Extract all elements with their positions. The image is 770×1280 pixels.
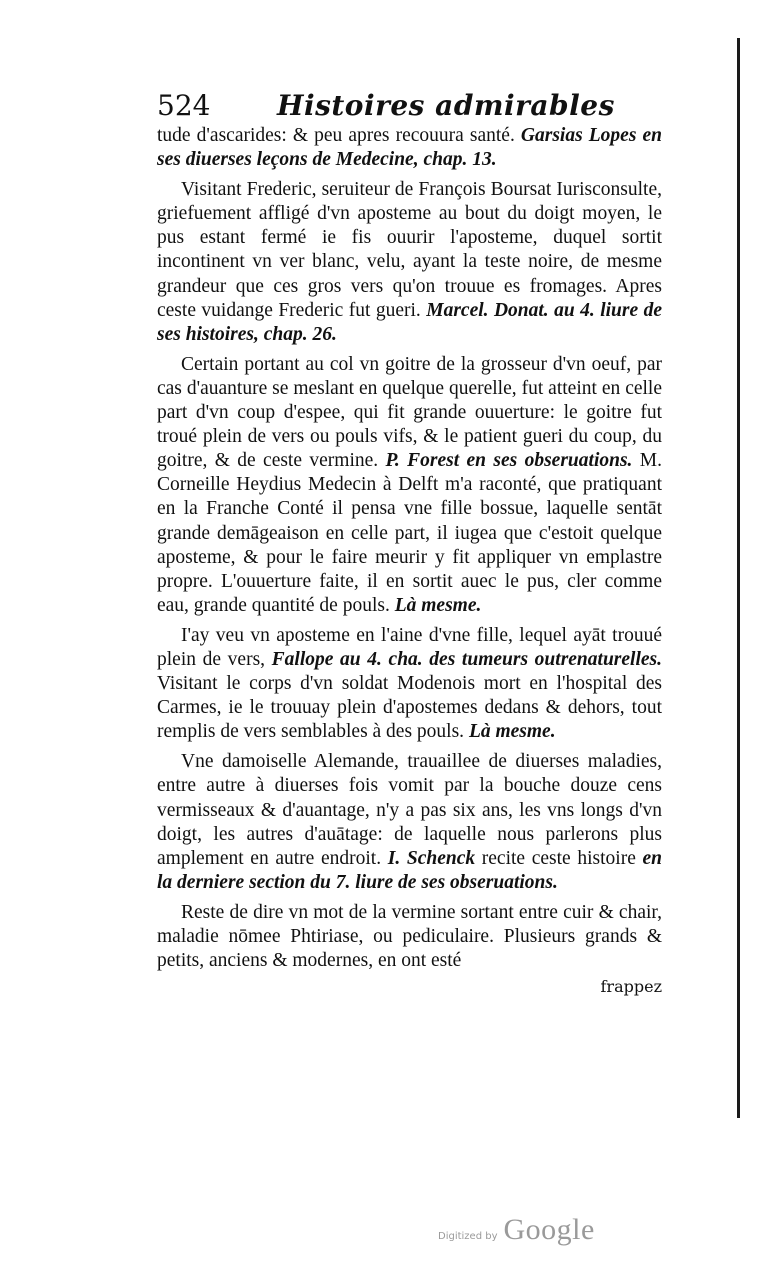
page-spine-edge [737, 38, 740, 1118]
digitized-watermark [438, 1213, 595, 1247]
citation: Garsias Lopes en ses diuerses leçons de Medecine, chap. 13. [157, 125, 662, 171]
citation: Fallope au 4. cha. des tumeurs outrenaturelles. [271, 648, 662, 670]
paragraph [157, 901, 662, 973]
citation: Là mesme. [394, 594, 482, 616]
paragraph [157, 624, 662, 744]
paragraph-text: Vne damoiselle Alemande, trauaillee de diuerses maladies, entre autre à diuerses fois vomit par la bouche douze cens vermisseaux & d'auantage, n'y a pas six ans, les vns longs d'vn doigt, les autres d'auātage: de laquelle nous parlerons plus amplement en autre endroit. [157, 751, 662, 869]
google-logo: Google [503, 1213, 595, 1246]
catchword: frappez [600, 977, 662, 997]
paragraph [157, 750, 662, 895]
paragraph [157, 178, 662, 347]
paragraph-text: Reste de dire vn mot de la vermine sortant entre cuir & chair, maladie nōmee Phtiriase, ou pediculaire. Plusieurs grands & petits, anciens & modernes, en ont esté [157, 901, 662, 972]
citation: I. Schenck [387, 847, 476, 869]
paragraph-text: tude d'ascarides: & peu apres recouura santé. [157, 125, 521, 146]
citation: Là mesme. [468, 721, 556, 743]
page-number: 524 [157, 89, 211, 122]
page-header [157, 88, 662, 124]
citation: Marcel. Donat. au 4. liure de ses histoires, chap. 26. [157, 299, 662, 345]
watermark-prefix: Digitized by [438, 1231, 498, 1242]
paragraph [157, 124, 662, 172]
paragraph-text: Visitant Frederic, seruiteur de François Boursat Iurisconsulte, griefuement affligé d'vn aposteme au bout du doigt moyen, le pus estant fermé ie fis ouurir l'aposteme, duquel sortit incontinent vn ver blanc, velu, ayant la teste noire, de mesme grandeur que ces gros vers qu'on trouue es fromages. Apres ceste vuidange Frederic fut gueri. [157, 179, 662, 321]
paragraph [157, 353, 662, 618]
body-text [157, 124, 662, 973]
paragraph-text: Visitant le corps d'vn soldat Modenois mort en l'hospital des Carmes, ie le trouuay plein d'apostemes dedans & dehors, tout remplis de vers semblables à des pouls. [157, 673, 662, 743]
paragraph-text: I'ay veu vn aposteme en l'aine d'vne fille, lequel ayāt trouué plein de vers, [157, 624, 662, 670]
running-title: Histoires admirables [277, 89, 615, 122]
paragraph-text: recite ceste histoire [475, 847, 643, 869]
citation: P. Forest en ses obseruations. [385, 450, 633, 472]
citation: en la derniere section du 7. liure de ses obseruations. [157, 847, 662, 893]
book-page [157, 88, 662, 996]
paragraph-text: M. Corneille Heydius Medecin à Delft m'a raconté, que pratiquant en la Franche Conté il pensa vne fille bossue, laquelle sentāt grande demāgeaison en celle part, il iugea que c'estoit quelque aposteme, & pour le faire meurir y fit appliquer vn emplastre propre. L'ouuerture faite, il en sortit auec le pus, cler comme eau, grande quantité de pouls. [157, 450, 663, 616]
paragraph-text: Certain portant au col vn goitre de la grosseur d'vn oeuf, par cas d'auanture se meslant en quelque querelle, fut atteint en celle part d'vn coup d'espee, qui fit grande ouuerture: le goitre fut troué plein de vers ou pouls vifs, & le patient gueri du coup, du goitre, & de ceste vermine. [157, 353, 662, 472]
